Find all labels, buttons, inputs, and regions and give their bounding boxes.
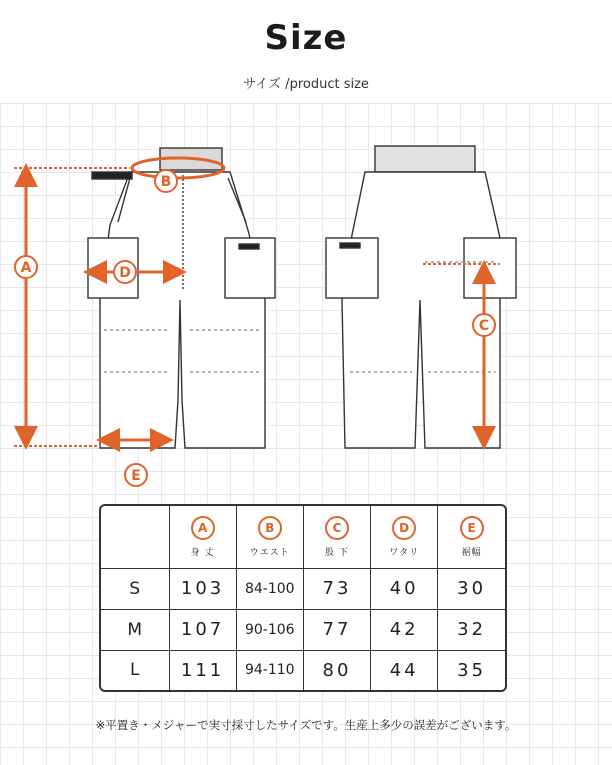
table-corner-cell: [101, 506, 169, 569]
marker-e: E: [131, 468, 141, 484]
value-e: 35: [438, 650, 505, 690]
size-table: [99, 504, 507, 692]
column-label-a: 身 丈: [190, 548, 215, 558]
value-b: 94-110: [236, 650, 303, 690]
value-b: 90-106: [236, 609, 303, 650]
column-marker-b: B: [258, 516, 282, 540]
table-row: [101, 650, 505, 690]
value-c: 77: [303, 609, 370, 650]
table-header-row: [101, 506, 505, 569]
column-header-b: [236, 506, 303, 569]
column-label-e: 裾幅: [461, 548, 482, 558]
value-d: 44: [371, 650, 438, 690]
page-subtitle: サイズ /product size: [243, 77, 369, 92]
value-a: 111: [169, 650, 236, 690]
column-label-d: ワタリ: [389, 548, 420, 558]
table-row: [101, 569, 505, 610]
measurement-note: ※平置き・メジャーで実寸採寸したサイズです。生産上多少の誤差がございます。: [95, 718, 517, 732]
marker-b: B: [160, 174, 172, 190]
table-row: [101, 609, 505, 650]
size-label: S: [101, 569, 169, 610]
value-d: 42: [371, 609, 438, 650]
value-a: 107: [169, 609, 236, 650]
marker-a: A: [20, 260, 32, 276]
column-marker-d: D: [392, 516, 416, 540]
value-c: 73: [303, 569, 370, 610]
back-view: [326, 146, 516, 448]
marker-c: C: [478, 318, 490, 334]
value-e: 32: [438, 609, 505, 650]
column-label-c: 股 下: [325, 548, 349, 558]
value-b: 84-100: [236, 569, 303, 610]
front-view: [88, 148, 275, 448]
column-marker-e: E: [460, 516, 484, 540]
page-title: Size: [264, 18, 348, 58]
column-marker-a: A: [191, 516, 215, 540]
column-header-c: [303, 506, 370, 569]
marker-d: D: [119, 265, 131, 281]
column-header-a: [169, 506, 236, 569]
size-label: L: [101, 650, 169, 690]
column-marker-c: C: [325, 516, 349, 540]
column-header-e: [438, 506, 505, 569]
value-e: 30: [438, 569, 505, 610]
value-a: 103: [169, 569, 236, 610]
column-header-d: [371, 506, 438, 569]
value-c: 80: [303, 650, 370, 690]
column-label-b: ウエスト: [249, 548, 290, 558]
value-d: 40: [371, 569, 438, 610]
size-label: M: [101, 609, 169, 650]
